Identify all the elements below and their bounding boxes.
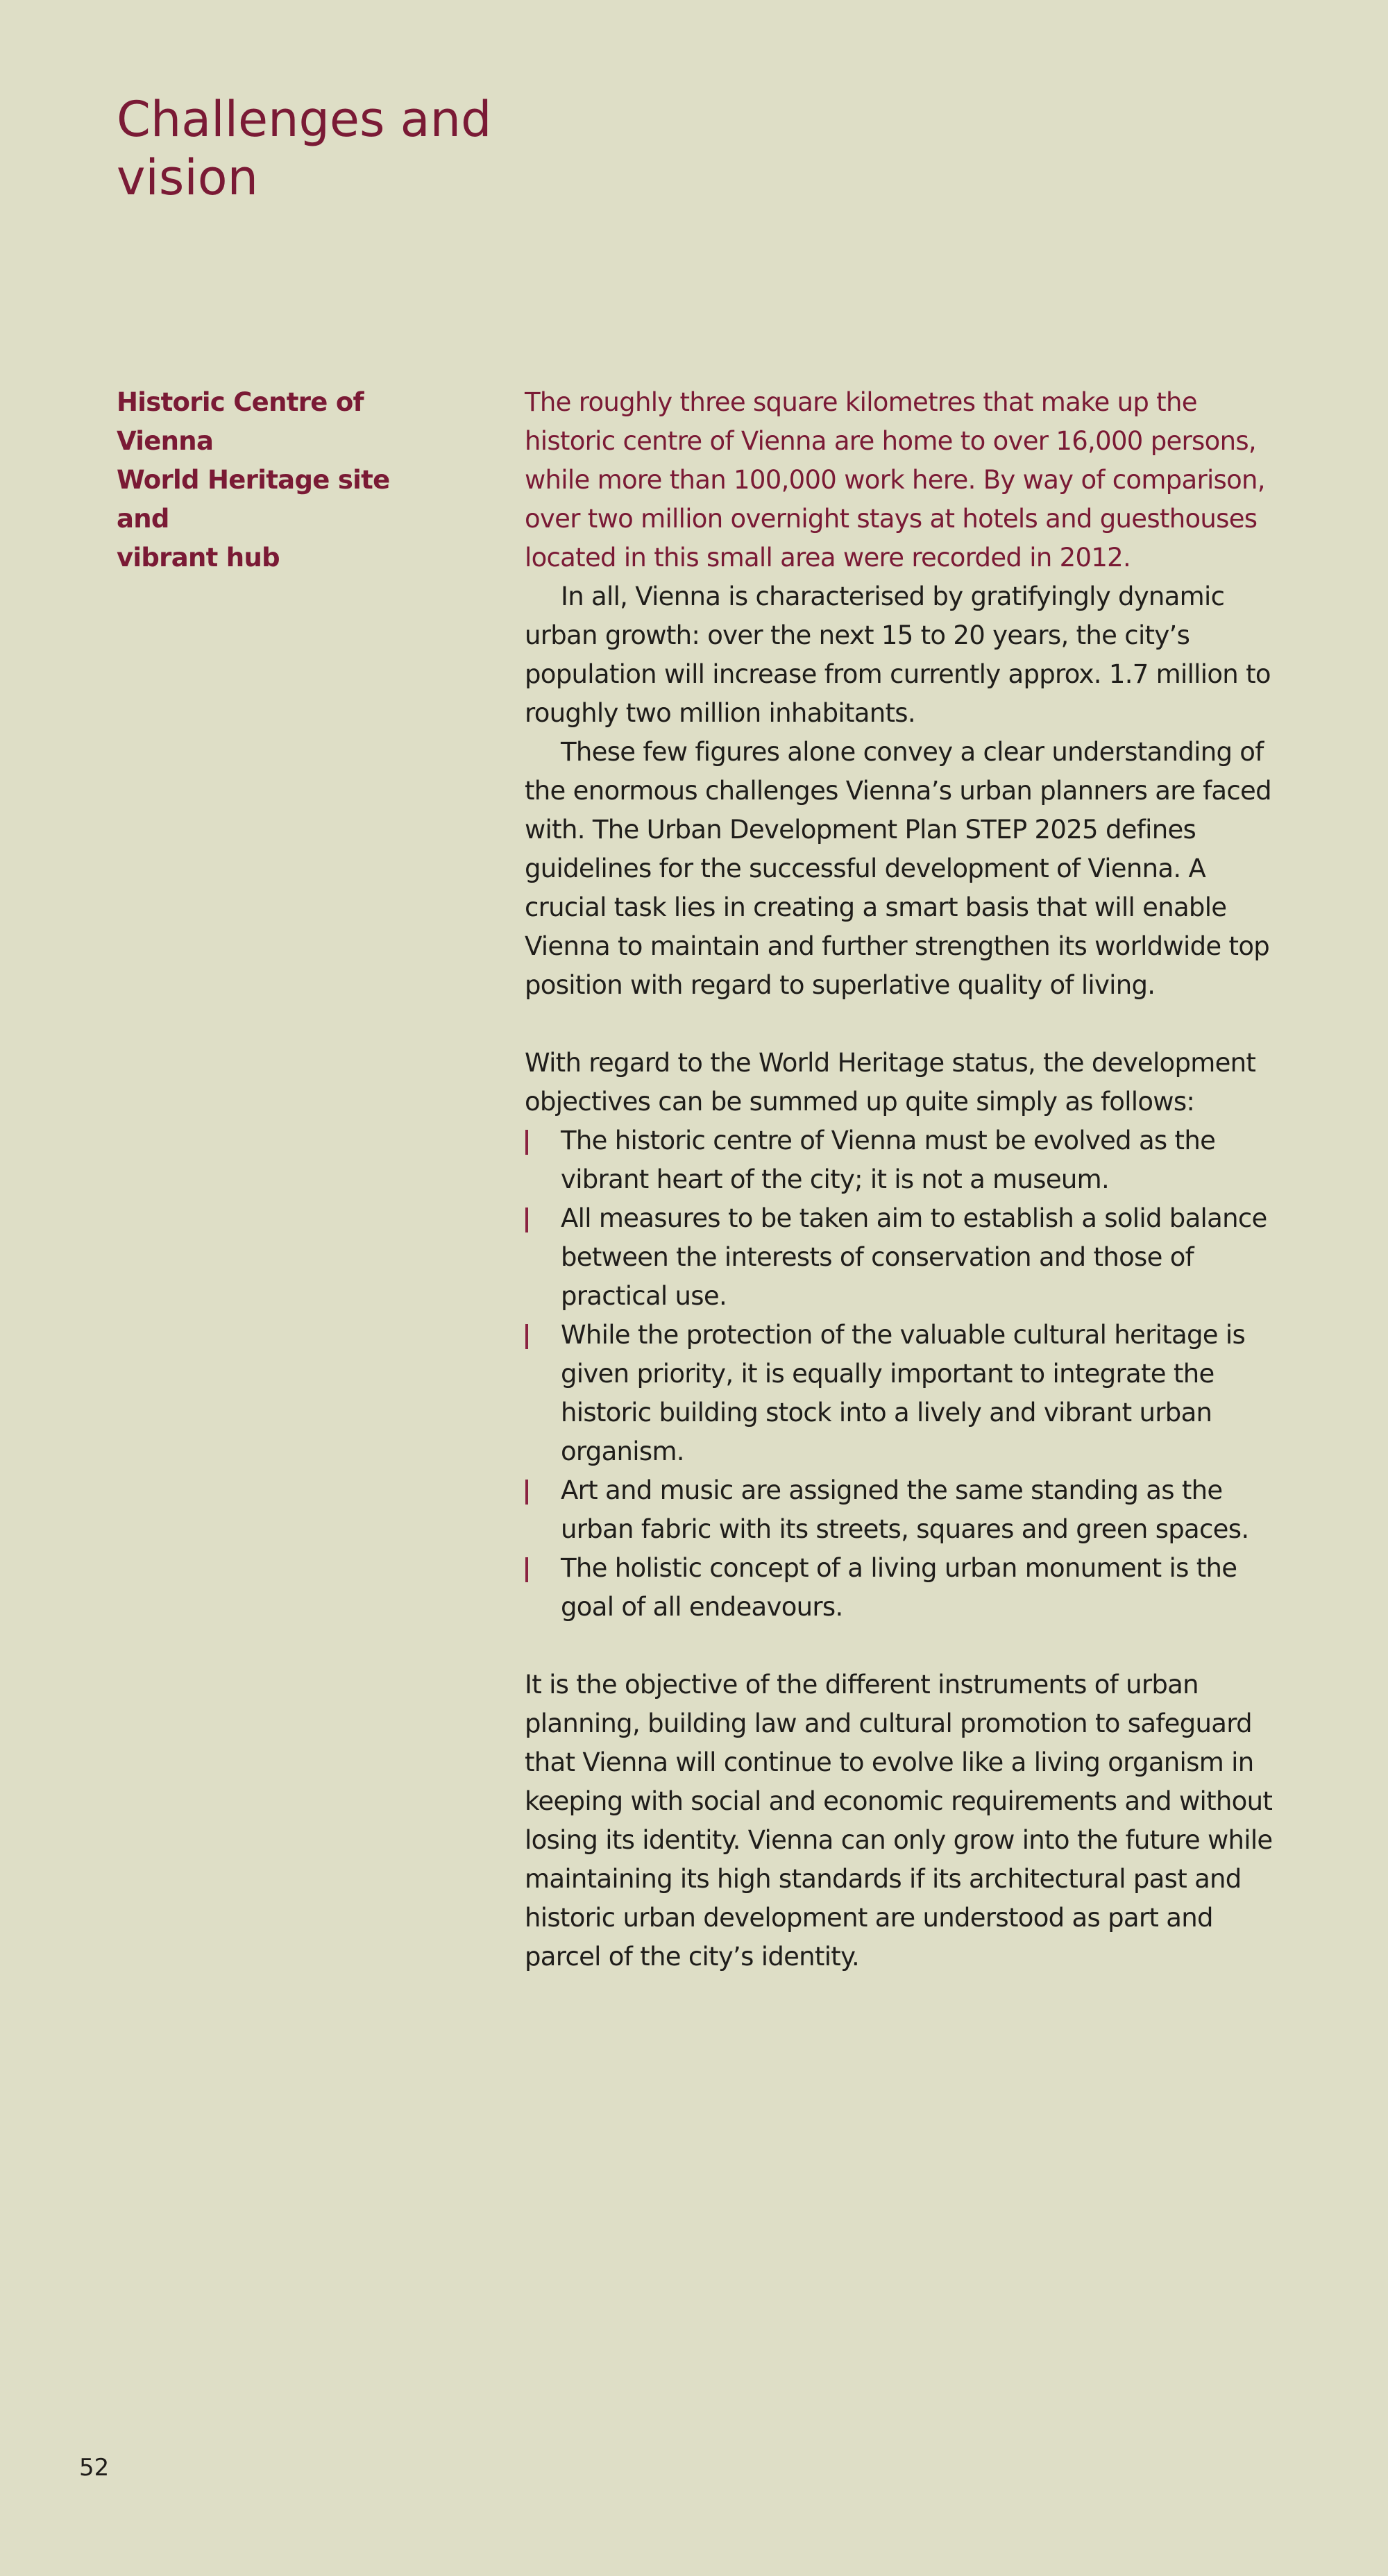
- bullet-bar-icon: [525, 1130, 528, 1155]
- lead-paragraph: The roughly three square kilometres that make up the historic centre of Vienna are home to over 16,000 persons, while more than 100,000 work here. By way of comparison, over two million overnight stays at hotels and guesthouses located in this small area were recorded in 2012.: [525, 387, 1265, 573]
- section-heading-line-3: vibrant hub: [117, 543, 280, 573]
- paragraph-growth: In all, Vienna is characterised by gratifyingly dynamic urban growth: over the next 15 to 20 years, the city’s population will increase from currently approx. 1.7 million to roughly two million inhabitants.: [525, 582, 1271, 728]
- objective-item: [525, 1316, 1288, 1471]
- bullet-bar-icon: [525, 1557, 528, 1582]
- closing-paragraph: It is the objective of the different instruments of urban planning, building law and cultural promotion to safeguard that Vienna will continue to evolve like a living organism in keeping with social and economic requirements and without losing its identity. Vienna can only grow into the future while maintaining its high standards if its architectural past and historic urban development are understood as part and parcel of the city’s identity.: [525, 1670, 1273, 1972]
- main-text-column: [525, 383, 1288, 1976]
- objective-item: [525, 1471, 1288, 1549]
- objective-item: [525, 1549, 1288, 1627]
- objective-text: The historic centre of Vienna must be evolved as the vibrant heart of the city; it is not a museum.: [561, 1126, 1216, 1194]
- objective-item: [525, 1199, 1288, 1316]
- objective-text: The holistic concept of a living urban monument is the goal of all endeavours.: [561, 1553, 1237, 1622]
- bullet-bar-icon: [525, 1480, 528, 1505]
- objectives-list: [525, 1121, 1288, 1627]
- objective-text: While the protection of the valuable cultural heritage is given priority, it is equally important to integrate the historic building stock into a lively and vibrant urban organism.: [561, 1320, 1246, 1466]
- paragraph-challenges: These few figures alone convey a clear understanding of the enormous challenges Vienna’s urban planners are faced with. The Urban Development Plan STEP 2025 defines guidelines for the successful development of Vienna. A crucial task lies in creating a smart basis that will enable Vienna to maintain and further strengthen its worldwide top position with regard to superlative quality of living.: [525, 737, 1271, 1000]
- section-heading: [117, 383, 443, 577]
- objective-text: All measures to be taken aim to establish a solid balance between the interests of conservation and those of practical use.: [561, 1203, 1267, 1311]
- page-title-line-1: Challenges and: [117, 91, 492, 148]
- page-title-line-2: vision: [117, 149, 258, 206]
- bullet-bar-icon: [525, 1208, 528, 1232]
- objectives-intro: With regard to the World Heritage status, the development objectives can be summed up quite simply as follows:: [525, 1048, 1256, 1117]
- objective-text: Art and music are assigned the same standing as the urban fabric with its streets, squares and green spaces.: [561, 1475, 1249, 1544]
- section-heading-line-2: World Heritage site and: [117, 465, 390, 534]
- objective-item: [525, 1121, 1288, 1199]
- page-number: 52: [79, 2454, 110, 2482]
- bullet-bar-icon: [525, 1324, 528, 1349]
- section-heading-line-1: Historic Centre of Vienna: [117, 387, 364, 456]
- page-title: [117, 90, 533, 207]
